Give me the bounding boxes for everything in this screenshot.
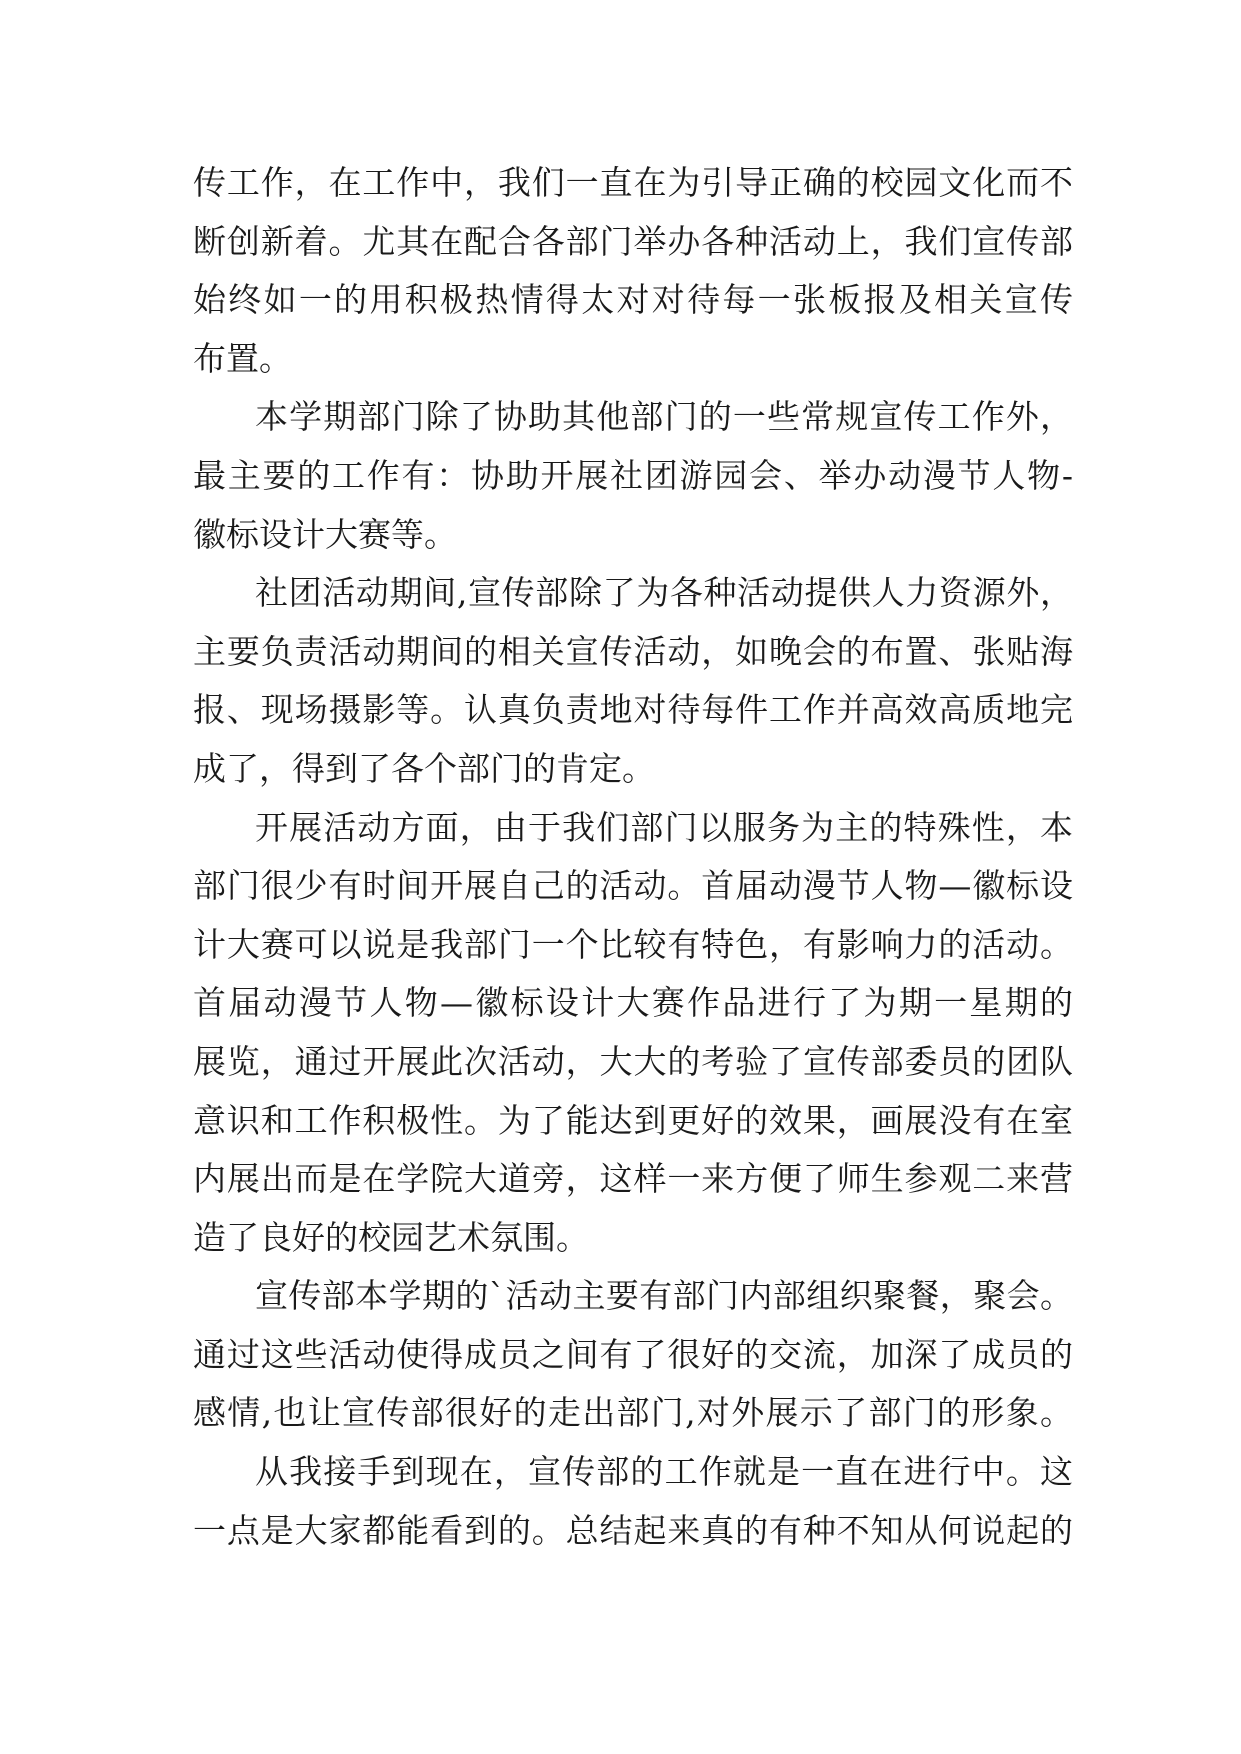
text-line: 成了，得到了各个部门的肯定。: [193, 748, 655, 788]
text-line: 本学期部门除了协助其他部门的一些常规宣传工作外，: [255, 397, 1073, 437]
text-line: 最主要的工作有：协助开展社团游园会、举办动漫节人物-: [193, 455, 1073, 495]
text-line: 一点是大家都能看到的。总结起来真的有种不知从何说起的: [193, 1510, 1073, 1550]
paragraph-1: [193, 154, 1073, 388]
text-line: 内展出而是在学院大道旁，这样一来方便了师生参观二来营: [193, 1159, 1073, 1199]
text-line: 报、现场摄影等。认真负责地对待每件工作并高效高质地完: [193, 690, 1073, 730]
text-line: 社团活动期间,宣传部除了为各种活动提供人力资源外，: [255, 573, 1073, 613]
paragraph-5: [193, 1267, 1073, 1443]
paragraph-3: [193, 564, 1073, 798]
text-line: 通过这些活动使得成员之间有了很好的交流，加深了成员的: [193, 1334, 1073, 1374]
text-line: 宣传部本学期的`活动主要有部门内部组织聚餐，聚会。: [255, 1276, 1073, 1316]
paragraph-4: [193, 799, 1073, 1268]
text-line: 布置。: [193, 338, 292, 378]
text-line: 计大赛可以说是我部门一个比较有特色，有影响力的活动。: [193, 924, 1073, 964]
text-line: 断创新着。尤其在配合各部门举办各种活动上，我们宣传部: [193, 221, 1073, 261]
text-line: 开展活动方面，由于我们部门以服务为主的特殊性，本: [255, 807, 1073, 847]
text-line: 始终如一的用积极热情得太对对待每一张板报及相关宣传: [193, 280, 1073, 320]
text-line: 展览，通过开展此次活动，大大的考验了宣传部委员的团队: [193, 1041, 1073, 1081]
text-line: 传工作，在工作中，我们一直在为引导正确的校园文化而不: [193, 163, 1073, 202]
text-line: 从我接手到现在，宣传部的工作就是一直在进行中。这: [255, 1452, 1073, 1492]
text-line: 部门很少有时间开展自己的活动。首届动漫节人物—徽标设: [193, 866, 1073, 906]
text-line: 徽标设计大赛等。: [193, 514, 457, 554]
document-body: [193, 154, 1073, 1560]
text-line: 首届动漫节人物—徽标设计大赛作品进行了为期一星期的: [193, 983, 1073, 1023]
paragraph-2: [193, 388, 1073, 564]
text-line: 感情,也让宣传部很好的走出部门,对外展示了部门的形象。: [193, 1393, 1073, 1433]
text-line: 主要负责活动期间的相关宣传活动，如晚会的布置、张贴海: [193, 631, 1073, 671]
text-line: 意识和工作积极性。为了能达到更好的效果，画展没有在室: [193, 1100, 1073, 1140]
paragraph-6: [193, 1443, 1073, 1560]
text-line: 造了良好的校园艺术氛围。: [193, 1217, 589, 1257]
